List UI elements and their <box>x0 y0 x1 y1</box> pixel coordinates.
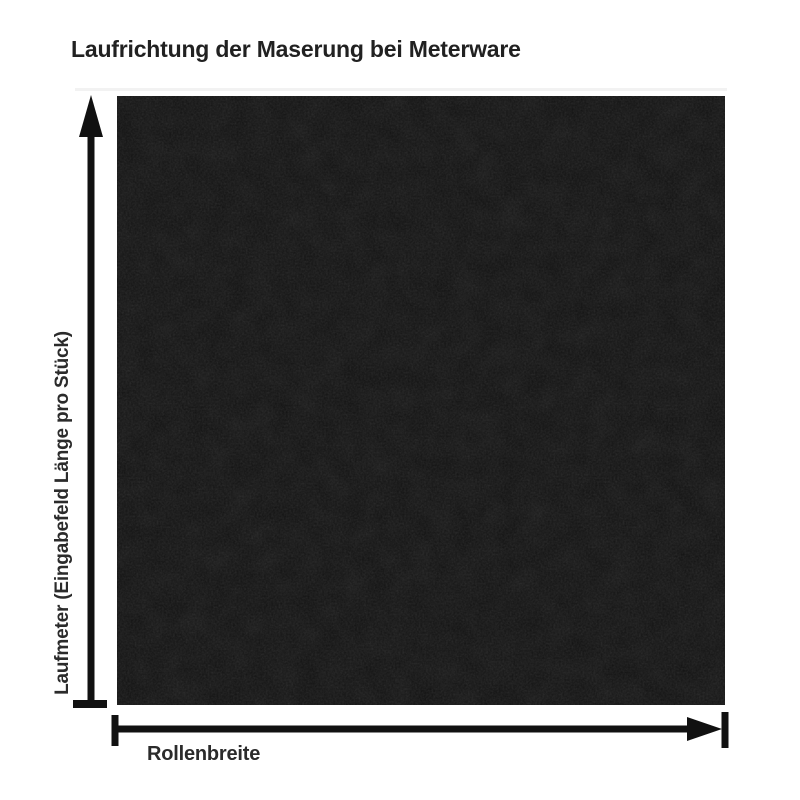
fabric-texture-swatch <box>117 96 725 705</box>
laufmeter-axis-label: Laufmeter (Eingabefeld Länge pro Stück) <box>52 331 73 695</box>
page-title: Laufrichtung der Maserung bei Meterware <box>71 36 521 62</box>
laufmeter-up-arrow-icon <box>73 95 107 704</box>
rollenbreite-axis-label: Rollenbreite <box>147 743 261 765</box>
top-hairline-divider <box>75 88 727 91</box>
